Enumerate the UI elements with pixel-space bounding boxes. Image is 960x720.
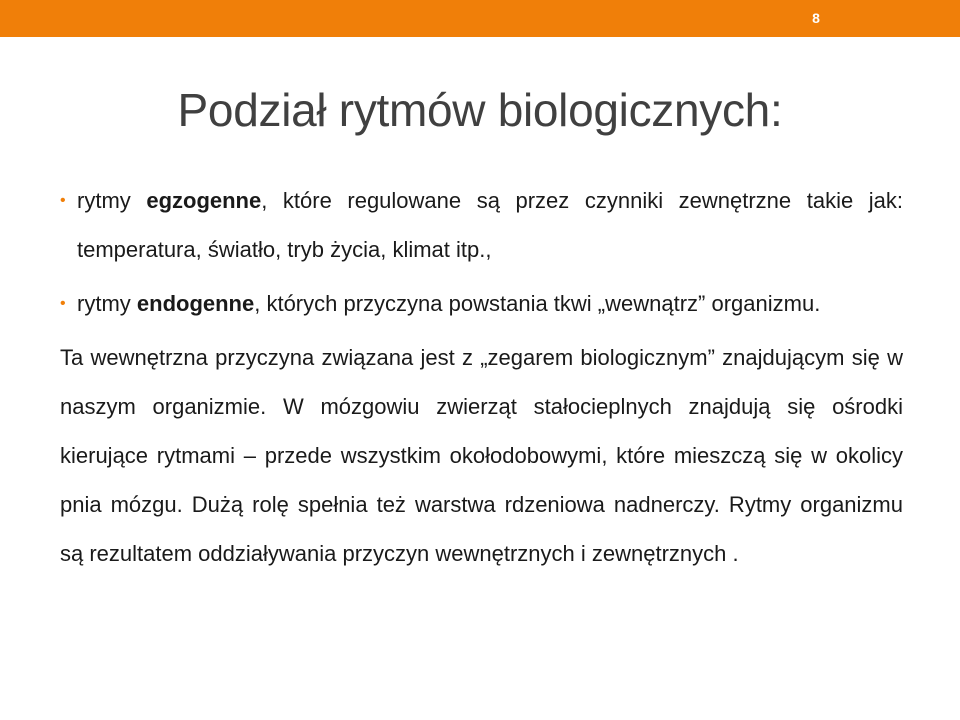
bullet-list [60,176,903,328]
slide-number: 8 [812,10,820,26]
bullet-suffix: , które regulowane są przez czynniki zewnętrzne takie jak: temperatura, światło, tryb życia, klimat itp., [77,188,903,262]
top-accent-bar [0,0,960,37]
bullet-prefix: rytmy [77,188,147,213]
bullet-dot-icon: • [60,192,66,209]
bullet-prefix: rytmy [77,291,137,316]
bullet-dot-icon: • [60,295,66,312]
bullet-emphasis: endogenne [136,291,255,316]
bullet-emphasis: egzogenne [146,188,262,213]
bullet-item-endogenne [60,279,903,328]
slide-content [60,176,903,578]
slide-title: Podział rytmów biologicznych: [177,84,783,136]
body-paragraph: Ta wewnętrzna przyczyna związana jest z „zegarem biologicznym” znajdującym się w naszym organizmie. W mózgowiu zwierząt stałocieplnych znajdują się ośrodki kierujące rytmami – przede wszystkim okołodobowymi, które mieszczą się w okolicy pnia mózgu. Dużą rolę spełnia też warstwa rdzeniowa nadnerczy. Rytmy organizmu są rezultatem oddziaływania przyczyn wewnętrznych i zewnętrznych . [60,345,903,566]
bullet-item-egzogenne [60,176,903,274]
bullet-suffix: , których przyczyna powstania tkwi „wewnątrz” organizmu. [254,291,821,316]
